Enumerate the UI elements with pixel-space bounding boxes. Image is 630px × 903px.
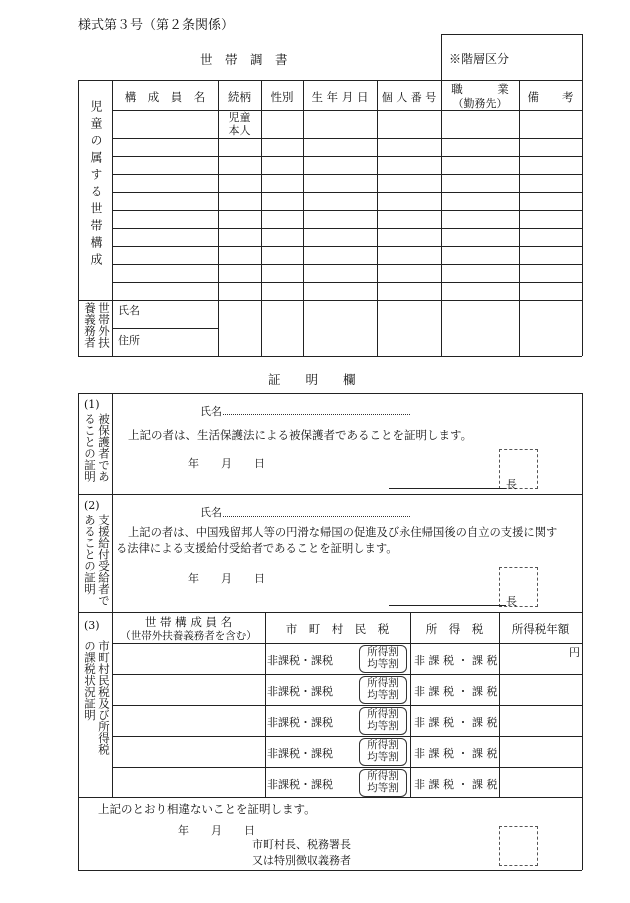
yen-unit: 円: [569, 646, 580, 659]
col-occupation-sub: （勤務先）: [452, 97, 508, 110]
income-choice: 非 課 税 ・ 課 税: [414, 685, 498, 698]
municipal-paren-1: 所得割: [367, 646, 399, 658]
rank-label: ※階層区分: [449, 52, 510, 66]
household-side-label: 児童の属する世帯構成: [89, 100, 103, 270]
section2-statement-line1: 上記の者は、中国残留邦人等の円滑な帰国の促進及び永住帰国後の自立の支援に関す: [128, 526, 558, 539]
section2-number: (2): [84, 499, 100, 512]
municipal-paren-1: 所得割: [367, 708, 399, 720]
municipal-paren-2: 均等割: [367, 751, 399, 763]
form-number: 様式第３号（第２条関係）: [78, 18, 235, 33]
municipal-paren: [359, 738, 407, 766]
section3-number: (3): [84, 619, 100, 632]
section3-side-label: 市町村民税及び所得税の課税状況証明: [83, 640, 111, 755]
col-member-sub: （世帯外扶養義務者を含む）: [120, 630, 257, 642]
supporter-side-label: 世帯外扶養義務者: [83, 302, 111, 348]
col-income-tax: 所 得 税: [425, 622, 484, 636]
section2-date: 年 月 日: [188, 572, 265, 585]
municipal-paren: [359, 707, 407, 735]
municipal-paren-1: 所得割: [367, 677, 399, 689]
section2-chief: 長: [506, 595, 517, 608]
municipal-choice: 非課税・課税: [267, 778, 333, 791]
section2-seal-box: [499, 567, 538, 607]
municipal-choice: 非課税・課税: [267, 747, 333, 760]
footer-statement: 上記のとおり相違ないことを証明します。: [98, 802, 316, 816]
municipal-paren: [359, 676, 407, 704]
footer-signer-2: 又は特別徴収義務者: [252, 854, 351, 867]
municipal-paren: [359, 769, 407, 797]
section1-name-label: 氏名: [200, 405, 222, 418]
section1-date: 年 月 日: [188, 457, 265, 470]
survey-title: 世 帯 調 書: [200, 52, 288, 67]
municipal-paren-2: 均等割: [367, 782, 399, 794]
col-my-number: 個 人 番 号: [381, 91, 437, 104]
municipal-paren-2: 均等割: [367, 720, 399, 732]
municipal-paren-2: 均等割: [367, 689, 399, 701]
income-choice: 非 課 税 ・ 課 税: [414, 654, 498, 667]
section2-statement-line2: る法律による支援給付受給者であることを証明します。: [116, 542, 398, 555]
municipal-choice: 非課税・課税: [267, 654, 333, 667]
section1-side-label: 被保護者であることの証明: [83, 413, 111, 482]
municipal-paren-1: 所得割: [367, 739, 399, 751]
col-remarks: 備 考: [527, 90, 574, 104]
section1-chief: 長: [506, 478, 517, 491]
col-sex: 性別: [270, 90, 294, 104]
certification-title: 証 明 欄: [268, 372, 356, 387]
municipal-paren: [359, 645, 407, 673]
section1-number: (1): [84, 398, 100, 411]
municipal-choice: 非課税・課税: [267, 685, 333, 698]
col-birthdate: 生 年 月 日: [311, 90, 369, 104]
child-relation: 児童 本人: [228, 111, 251, 137]
municipal-choice: 非課税・課税: [267, 716, 333, 729]
footer-signer-1: 市町村長、税務署長: [252, 838, 351, 851]
supporter-name-label: 氏名: [118, 304, 140, 317]
municipal-paren-2: 均等割: [367, 658, 399, 670]
col-member-name: 構 成 員 名: [124, 90, 206, 104]
col-income-tax-amount: 所得税年額: [511, 622, 570, 636]
footer-seal-box: [499, 826, 538, 866]
income-choice: 非 課 税 ・ 課 税: [414, 716, 498, 729]
section2-name-label: 氏名: [200, 506, 222, 519]
col-occupation: 職 業: [451, 82, 509, 96]
footer-date: 年 月 日: [178, 824, 255, 837]
income-choice: 非 課 税 ・ 課 税: [414, 778, 498, 791]
supporter-address-label: 住所: [118, 334, 140, 347]
income-choice: 非 課 税 ・ 課 税: [414, 747, 498, 760]
section1-statement: 上記の者は、生活保護法による被保護者であることを証明します。: [128, 428, 473, 442]
col-relation: 続柄: [228, 90, 251, 104]
municipal-paren-1: 所得割: [367, 770, 399, 782]
col-municipal-tax: 市 町 村 民 税: [285, 622, 390, 636]
section1-seal-box: [499, 449, 538, 489]
col-member: 世 帯 構 成 員 名: [144, 615, 233, 629]
section2-side-label: 支援給付受給者であることの証明: [83, 514, 111, 606]
